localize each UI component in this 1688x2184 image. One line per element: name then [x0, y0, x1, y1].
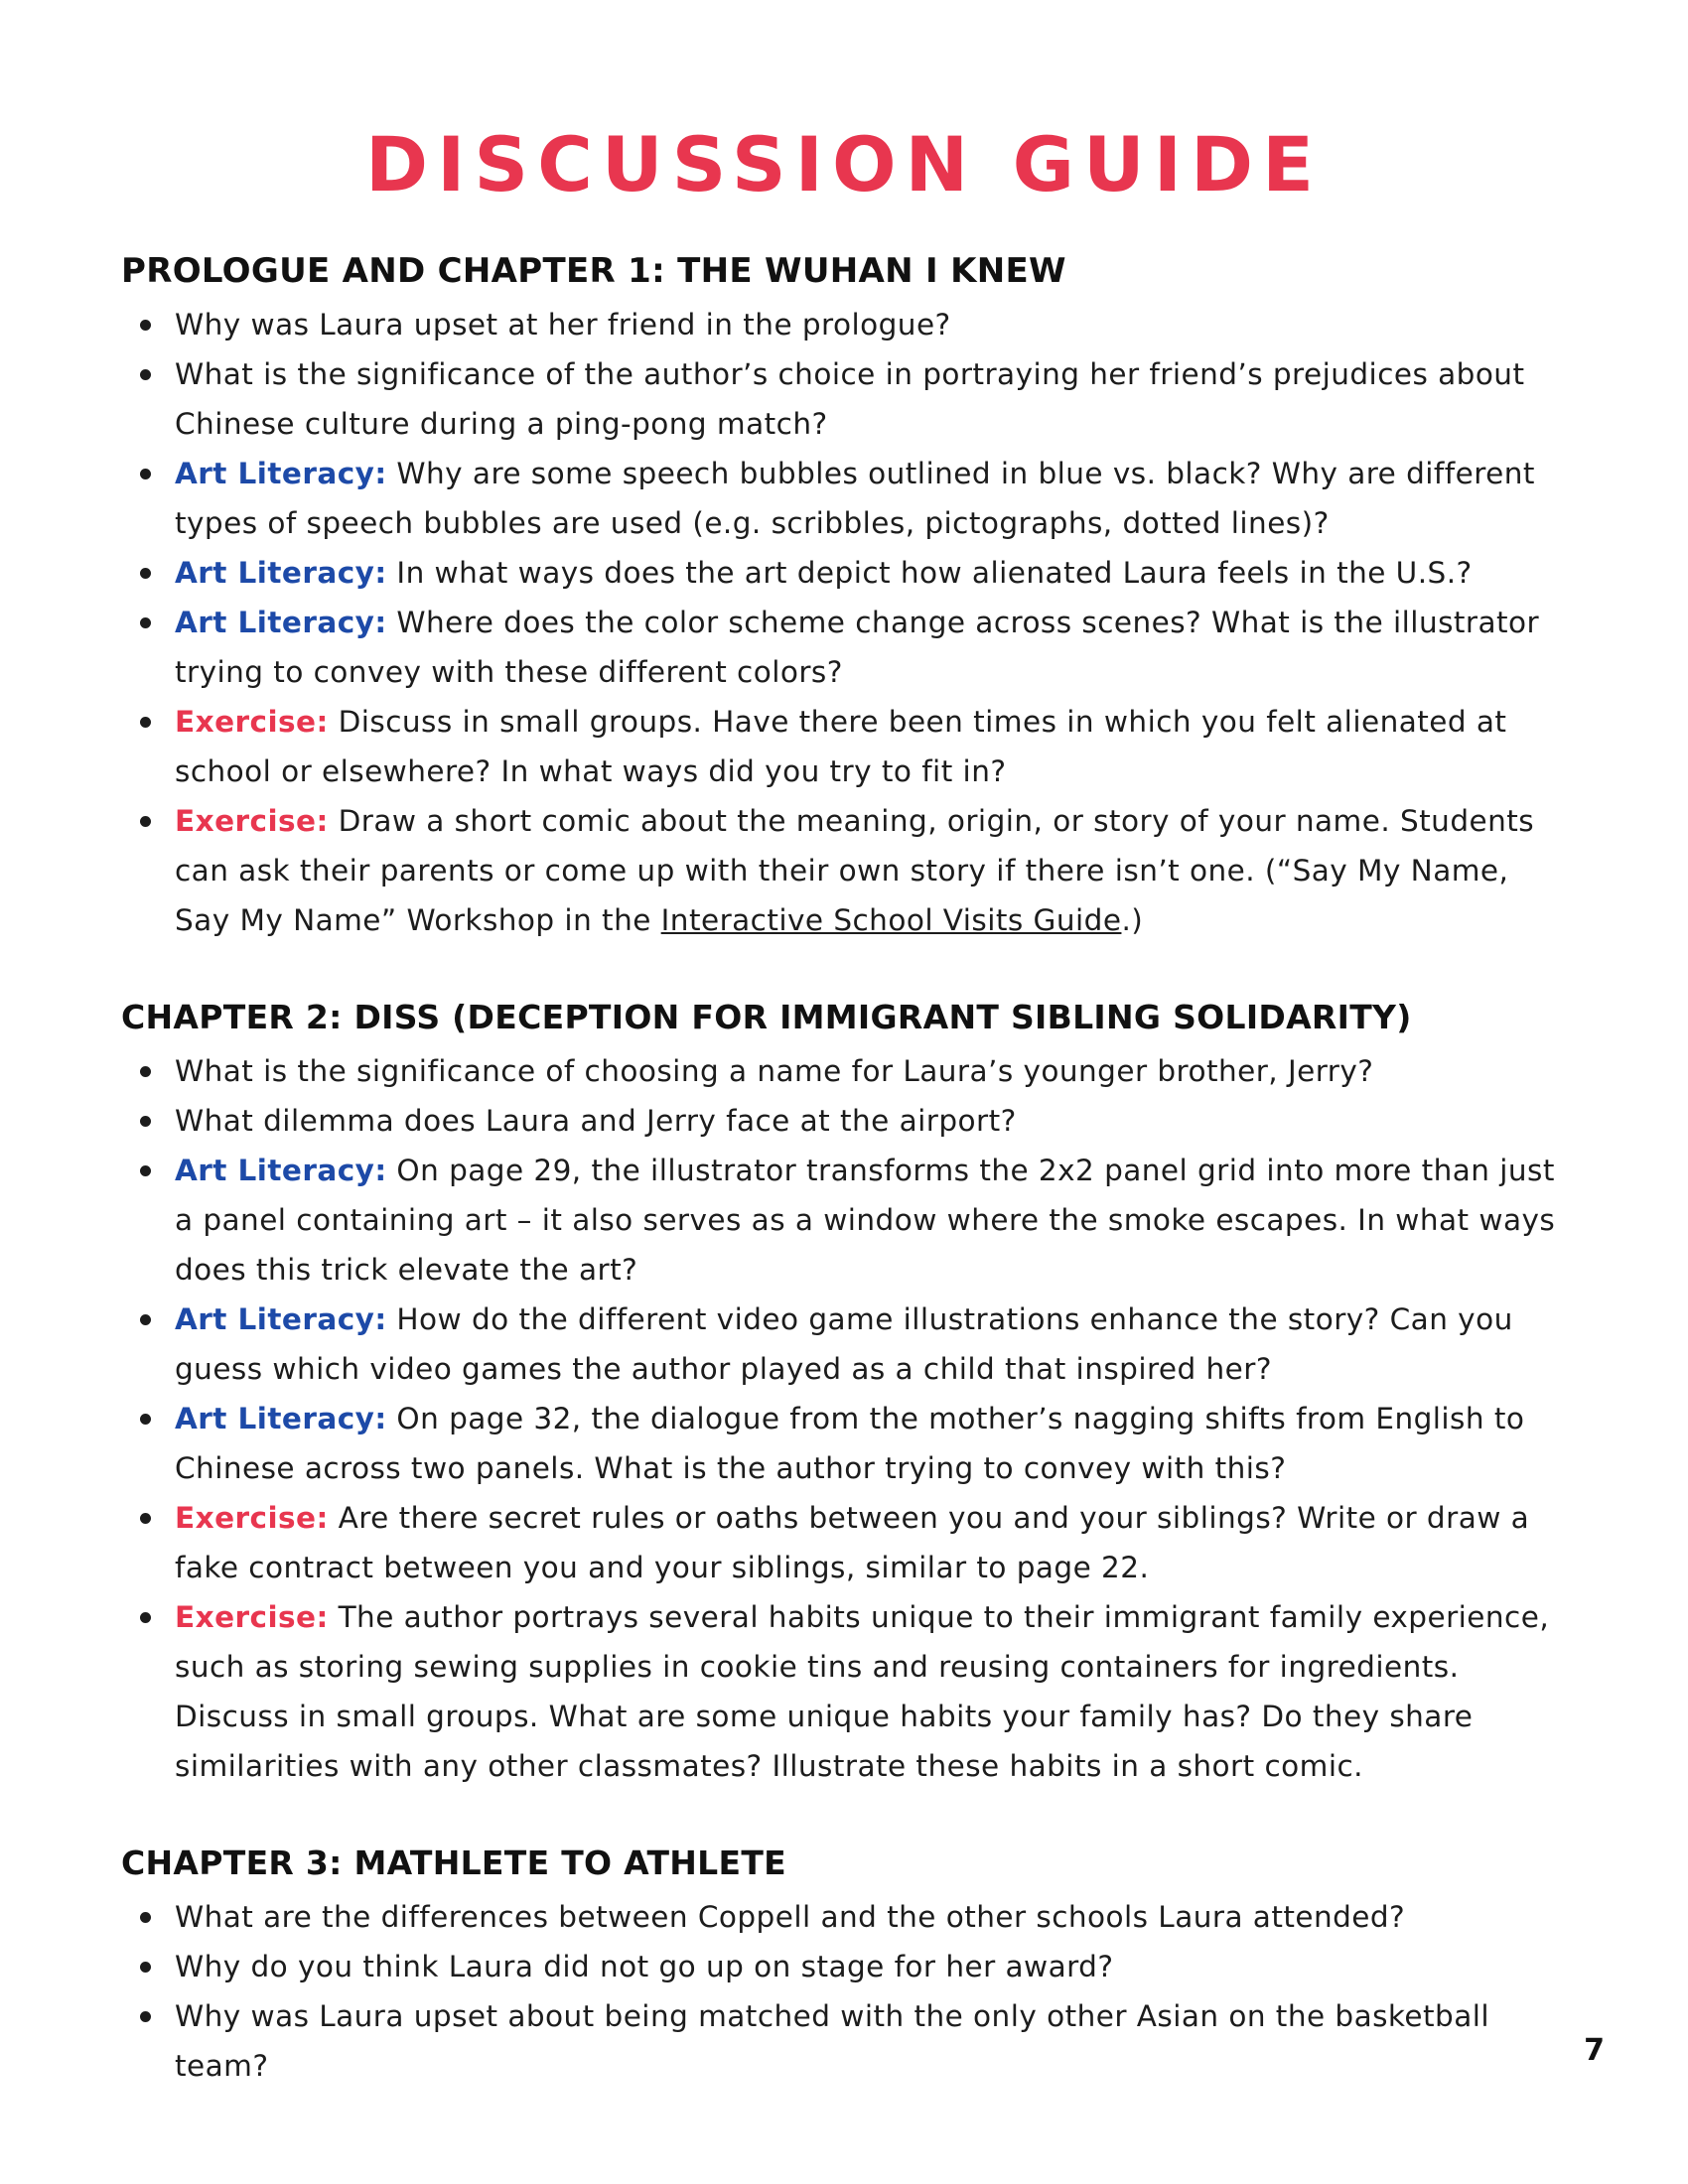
- item-text: What dilemma does Laura and Jerry face at the airport?: [175, 1104, 1017, 1138]
- school-visits-guide-link[interactable]: Interactive School Visits Guide: [660, 903, 1122, 937]
- list-item: [121, 1394, 1571, 1493]
- section-chapter-2: [121, 993, 1571, 1791]
- exercise-label: Exercise:: [175, 705, 329, 739]
- item-text: How do the different video game illustrations enhance the story? Can you guess which video games the author played as a child that inspired her?: [175, 1302, 1513, 1386]
- list-item: [121, 1295, 1571, 1394]
- bullet-icon: [140, 568, 151, 579]
- item-text: On page 32, the dialogue from the mother’s nagging shifts from English to Chinese across two panels. What is the author trying to convey with this?: [175, 1402, 1525, 1485]
- item-text: Why was Laura upset about being matched with the only other Asian on the basketball team?: [175, 1999, 1490, 2083]
- bullet-icon: [140, 1165, 151, 1176]
- section-chapter-3: [121, 1839, 1571, 2091]
- bullet-icon: [140, 469, 151, 479]
- bullet-icon: [140, 1414, 151, 1425]
- item-text: Why was Laura upset at her friend in the prologue?: [175, 308, 951, 341]
- list-item: [121, 697, 1571, 796]
- exercise-label: Exercise:: [175, 1600, 329, 1634]
- art-literacy-label: Art Literacy:: [175, 606, 387, 639]
- list-item: [121, 1096, 1571, 1146]
- item-text: Discuss in small groups. Have there been times in which you felt alienated at school or elsewhere? In what ways did you try to fit in?: [175, 705, 1507, 788]
- section-heading: PROLOGUE AND CHAPTER 1: THE WUHAN I KNEW: [121, 251, 1066, 291]
- art-literacy-label: Art Literacy:: [175, 1402, 387, 1435]
- bullet-icon: [140, 1912, 151, 1923]
- question-list: [121, 1046, 1571, 1791]
- item-text: On page 29, the illustrator transforms the 2x2 panel grid into more than just a panel containing art – it also serves as a window where the smoke escapes. In what ways does this trick elevate the art?: [175, 1154, 1556, 1287]
- exercise-label: Exercise:: [175, 804, 329, 838]
- list-item: [121, 796, 1571, 945]
- list-item: [121, 598, 1571, 697]
- item-text: The author portrays several habits unique to their immigrant family experience, such as storing sewing supplies in cookie tins and reusing containers for ingredients. Discuss in small groups. What are some unique habits your family has? Do they share similarities with any other classmates? Illustrate these habits in a short comic.: [175, 1600, 1550, 1783]
- list-item: [121, 300, 1571, 349]
- item-text: What are the differences between Coppell and the other schools Laura attended?: [175, 1900, 1406, 1934]
- page-title: DISCUSSION GUIDE: [365, 120, 1323, 208]
- art-literacy-label: Art Literacy:: [175, 1302, 387, 1336]
- item-text: Draw a short comic about the meaning, origin, or story of your name. Students can ask their parents or come up with their own story if there isn’t one. (“Say My Name, Say My Name” Workshop in the: [175, 804, 1535, 937]
- item-text: What is the significance of the author’s choice in portraying her friend’s prejudices about Chinese culture during a ping-pong match?: [175, 357, 1525, 441]
- bullet-icon: [140, 1116, 151, 1127]
- section-prologue-chapter-1: [121, 246, 1571, 945]
- section-heading: CHAPTER 3: MATHLETE TO ATHLETE: [121, 1843, 786, 1882]
- item-text-end: .): [1121, 903, 1144, 937]
- question-list: [121, 1892, 1571, 2091]
- list-item: [121, 1493, 1571, 1592]
- item-text: Where does the color scheme change across scenes? What is the illustrator trying to convey with these different colors?: [175, 606, 1540, 689]
- bullet-icon: [140, 2011, 151, 2022]
- item-text: Why do you think Laura did not go up on stage for her award?: [175, 1950, 1114, 1983]
- art-literacy-label: Art Literacy:: [175, 1154, 387, 1187]
- exercise-label: Exercise:: [175, 1501, 329, 1535]
- art-literacy-label: Art Literacy:: [175, 457, 387, 490]
- list-item: [121, 1942, 1571, 1991]
- list-item: [121, 548, 1571, 598]
- list-item: [121, 1146, 1571, 1295]
- list-item: [121, 449, 1571, 548]
- bullet-icon: [140, 617, 151, 628]
- list-item: [121, 1046, 1571, 1096]
- bullet-icon: [140, 369, 151, 380]
- item-text: In what ways does the art depict how alienated Laura feels in the U.S.?: [386, 556, 1473, 590]
- bullet-icon: [140, 1612, 151, 1623]
- question-list: [121, 300, 1571, 945]
- list-item: [121, 1892, 1571, 1942]
- item-text: Why are some speech bubbles outlined in blue vs. black? Why are different types of speech bubbles are used (e.g. scribbles, pictographs, dotted lines)?: [175, 457, 1535, 540]
- item-text: Are there secret rules or oaths between you and your siblings? Write or draw a fake contract between you and your siblings, similar to page 22.: [175, 1501, 1530, 1584]
- page-number: 7: [1584, 2033, 1605, 2068]
- bullet-icon: [140, 816, 151, 827]
- section-heading: CHAPTER 2: DISS (DECEPTION FOR IMMIGRANT SIBLING SOLIDARITY): [121, 998, 1412, 1036]
- bullet-icon: [140, 1962, 151, 1973]
- bullet-icon: [140, 320, 151, 331]
- list-item: [121, 1592, 1571, 1791]
- bullet-icon: [140, 1066, 151, 1077]
- bullet-icon: [140, 1513, 151, 1524]
- bullet-icon: [140, 1314, 151, 1325]
- list-item: [121, 349, 1571, 449]
- bullet-icon: [140, 717, 151, 728]
- art-literacy-label: Art Literacy:: [175, 556, 387, 590]
- item-text: What is the significance of choosing a name for Laura’s younger brother, Jerry?: [175, 1054, 1374, 1088]
- list-item: [121, 1991, 1571, 2091]
